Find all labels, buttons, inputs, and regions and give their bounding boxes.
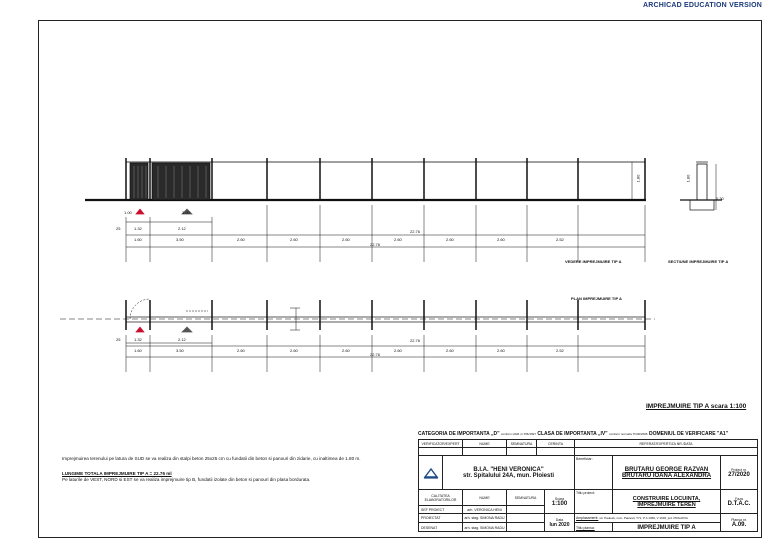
tb-empty-5 — [575, 448, 757, 456]
tb-sef-label: SEF PROIECT — [419, 506, 463, 514]
section-foundation — [690, 200, 714, 210]
tb-h-referat: REFERAT/EXPERTIZA NR./DATA — [575, 440, 757, 448]
gate-swing-arc — [130, 299, 150, 319]
firm-logo-icon — [419, 456, 443, 490]
dim-small-2: 2.12 — [178, 226, 186, 231]
project-number: 27/2020 — [728, 471, 750, 478]
note-line-1: Imprejmuirea terenului pe latura de SUD se va realiza din stalpi beton 25x25 cm cu fundatii din beton si panouri din zidarie, cu inaltimea de 1.80 m. — [62, 456, 361, 461]
elevation-title: VEDERE IMPREJMUIRE TIP A — [565, 259, 622, 264]
project-title-1: CONSTRUIRE LOCUINTA, — [632, 495, 701, 502]
verification-domain: DOMENIUL DE VERIFICARE "A1" — [648, 431, 729, 437]
plan-dim-small-1: 1.32 — [134, 337, 142, 342]
title-block — [418, 439, 758, 532]
dim-span-5: 2.60 — [394, 237, 402, 242]
tb-calitatea: CALITATEA ELABORATORILOR — [419, 490, 463, 506]
sheet-number: A.09. — [731, 522, 747, 528]
gate-small — [130, 163, 148, 200]
beneficiar-label: Beneficiar: — [575, 456, 613, 490]
dim-span-6: 2.60 — [446, 237, 454, 242]
tb-desenat-sign — [507, 523, 545, 532]
section-wall — [697, 164, 707, 200]
amplasament-value: str. Paulesti, com. Paulesti, T71, P A 1069, V 1636, jud. PRAHOVA — [599, 516, 688, 520]
plan-dim-small-2: 2.12 — [178, 337, 186, 342]
plan-span-8: 2.52 — [556, 348, 564, 353]
category-importance-ref: conform HGR nr.766/1997 — [500, 432, 536, 436]
date-label: Data — [555, 518, 564, 522]
class-importance: CLASA DE IMPORTANTA „IV” — [537, 431, 608, 437]
section-title: SECTIUNE IMPREJMUIRE TIP A — [668, 259, 729, 264]
project-number-cell — [721, 456, 757, 490]
dim-height: 1.80 — [635, 174, 641, 183]
scale-label: Scara — [554, 496, 565, 501]
beneficiar-names — [613, 456, 721, 490]
amplasament-label: Amplasament: — [576, 516, 599, 520]
section-dim-1: 0.30 — [716, 196, 724, 201]
edu-watermark: ARCHICAD EDUCATION VERSION — [642, 2, 762, 9]
date-value: Iun 2020 — [549, 522, 570, 528]
firm-info — [443, 456, 575, 490]
dim-span-4: 2.60 — [342, 237, 350, 242]
section-dim-0: 1.80 — [685, 174, 691, 183]
class-importance-ref: conform normativ P100/2006 — [609, 432, 648, 436]
project-title-label: Titlu proiect: — [575, 490, 613, 514]
plan-span-7: 2.60 — [497, 348, 505, 353]
project-title-2: IMPREJMUIRE TEREN — [637, 501, 696, 508]
gate-width-large: 3.00 — [182, 210, 190, 215]
sheet-title-value: IMPREJMUIRE TIP A — [637, 524, 696, 531]
plan-span-0: 1.60 — [134, 348, 142, 353]
scale-value: 1:100 — [551, 500, 568, 507]
plan-span-4: 2.60 — [342, 348, 350, 353]
tb-desenat-label: DESENAT — [419, 523, 463, 532]
tb-empty-4 — [537, 448, 575, 456]
gate-width-small: 1.00 — [124, 210, 132, 215]
category-importance: CATEGORIA DE IMPORTANTA „D” — [418, 431, 500, 437]
dim-small-0: 25 — [116, 226, 121, 231]
note-line-2: Pe laturile de VEST, NORD si EST se va realiza imprejmuire tip B, fundatii izolate din beton si panouri din plasa bordurata. — [62, 477, 311, 482]
dim-span-3: 2.60 — [290, 237, 298, 242]
tb-nume: NUME — [463, 490, 507, 506]
plan-span-2: 2.60 — [237, 348, 245, 353]
dim-span-8: 2.52 — [556, 237, 564, 242]
tb-empty-3 — [507, 448, 537, 456]
tb-h-semn: SEMNATURA — [507, 440, 537, 448]
plan-total: 22.76 — [370, 352, 381, 357]
tb-h-cerinta: CERINTA — [537, 440, 575, 448]
firm-address: str. Spitalului 24A, mun. Ploiesti — [462, 472, 555, 479]
tb-h-verif: VERIFICATOR/EXPERT — [419, 440, 463, 448]
tb-empty-1 — [419, 448, 463, 456]
dim-span-2: 2.60 — [237, 237, 245, 242]
plan-span-3: 2.60 — [290, 348, 298, 353]
firm-name: B.I.A. "HENI VERONICA" — [473, 466, 544, 473]
entry-marker-red — [136, 209, 144, 214]
project-number-label: Proiect nr. — [731, 467, 747, 472]
plan-pillars — [126, 300, 645, 330]
project-title — [613, 490, 721, 514]
category-line — [418, 431, 728, 437]
beneficiar-1: BRUTARU GEORGE RAZVAN — [624, 466, 709, 473]
tb-proiectat-name: arh. stag. SIMONA RADU — [463, 514, 507, 523]
dim-small-1: 1.32 — [134, 226, 142, 231]
beneficiar-2: BRUTARU IOANA ALEXANDRA — [621, 472, 712, 479]
plan-wall — [126, 317, 645, 322]
dim-total-elev: 22.76 — [370, 242, 381, 247]
sheet-number-label: Plansa nr. — [731, 518, 747, 522]
sheet-title-label-text: Titlu plansa: — [576, 525, 595, 530]
note-total-length: LUNGIME TOTALA IMPREJMUIRE TIP A = 22.76 ml — [62, 471, 172, 476]
plan-span-1: 3.50 — [176, 348, 184, 353]
tb-proiectat-sign — [507, 514, 545, 523]
plan-title: PLAN IMPREJMUIRE TIP A — [571, 296, 622, 301]
tb-desenat-name: arh. stag. SIMONA RADU — [463, 523, 507, 532]
dim-span-1: 3.50 — [176, 237, 184, 242]
tb-empty-2 — [463, 448, 507, 456]
scale-cell — [545, 490, 575, 514]
phase-cell — [721, 490, 757, 514]
tb-proiectat-label: PROIECTAT — [419, 514, 463, 523]
phase-value: D.T.A.C. — [727, 500, 751, 507]
plan-total-top: 22.76 — [410, 338, 421, 343]
date-cell — [545, 514, 575, 532]
tb-sef-sign — [507, 506, 545, 514]
dim-total-elev-top: 22.76 — [410, 229, 421, 234]
phase-label: Faza — [735, 496, 743, 501]
tb-h-nume: NUME — [463, 440, 507, 448]
notes-block — [62, 456, 392, 483]
plan-span-6: 2.60 — [446, 348, 454, 353]
tb-sef-name: arh. VERONICA HENI — [463, 506, 507, 514]
sheet-title: IMPREJMUIRE TIP A scara 1:100 — [646, 403, 747, 410]
amplasament-cell — [575, 514, 721, 523]
gate-large — [152, 163, 210, 200]
dim-span-0: 1.60 — [134, 237, 142, 242]
plan-span-5: 2.60 — [394, 348, 402, 353]
plan-dim-small-0: 25 — [116, 337, 121, 342]
sheet-title-cell — [613, 523, 721, 532]
tb-semnatura: SEMNATURA — [507, 490, 545, 506]
sheet-number-cell — [721, 514, 757, 532]
dim-span-7: 2.60 — [497, 237, 505, 242]
sheet-title-label — [575, 523, 613, 532]
